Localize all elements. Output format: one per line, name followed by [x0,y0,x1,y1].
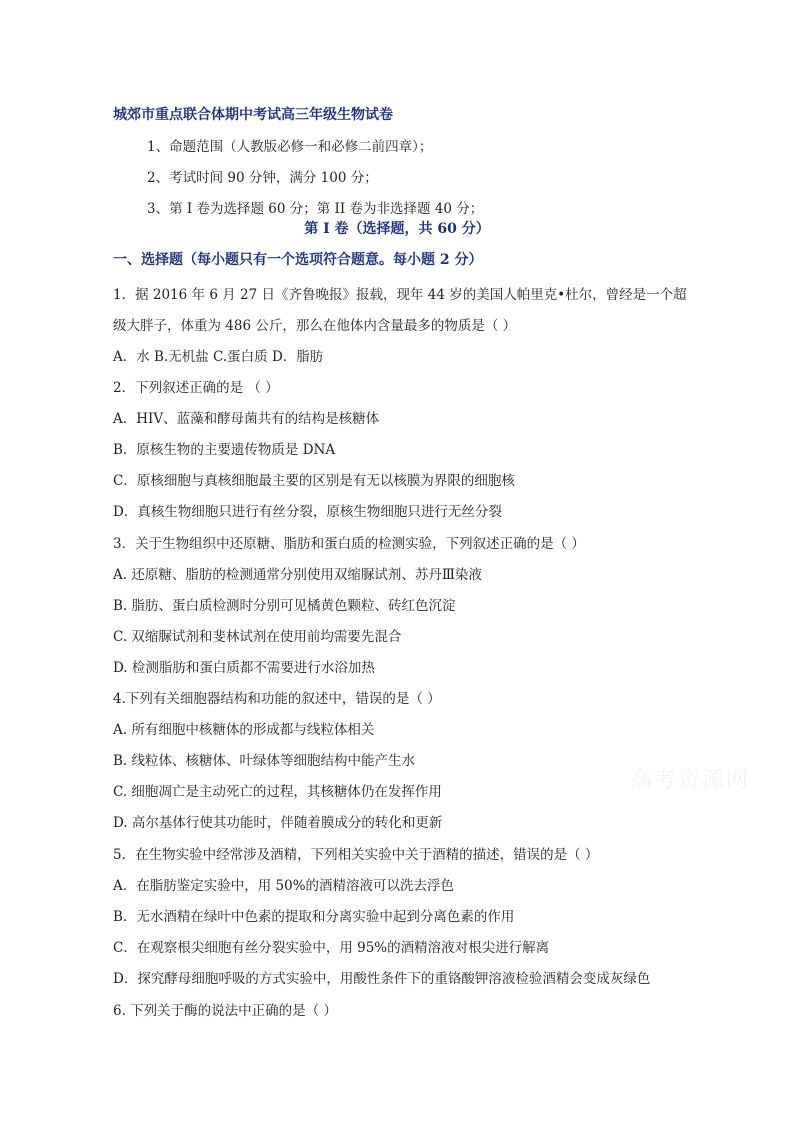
question-1-stem-line-2: 级大胖子，体重为 486 公斤，那么在他体内含量最多的物质是（ ） [113,318,517,334]
question-3-option-b: B. 脂肪、蛋白质检测时分别可见橘黄色颗粒、砖红色沉淀 [113,598,456,614]
question-6-stem: 6. 下列关于酶的说法中正确的是（ ） [113,1003,337,1019]
question-2-option-c: C．原核细胞与真核细胞最主要的区别是有无以核膜为界限的细胞核 [113,473,515,489]
question-1-stem-line-1: 1．据 2016 年 6 月 27 日《齐鲁晚报》报载，现年 44 岁的美国人帕里克•杜尔，曾经是一个超 [113,287,687,303]
section-title: 第 I 卷（选择题，共 60 分） [304,221,490,237]
question-1-options: A．水 B.无机盐 C.蛋白质 D．脂肪 [113,349,324,365]
question-4-option-c: C. 细胞凋亡是主动死亡的过程，其核糖体仍在发挥作用 [113,784,442,800]
exam-note-2: 2、考试时间 90 分钟，满分 100 分； [147,170,378,186]
exam-note-1: 1、命题范围（人教版必修一和必修二前四章）； [147,139,433,155]
question-2-option-a: A．HIV、蓝藻和酵母菌共有的结构是核糖体 [113,411,380,427]
question-4-option-a: A. 所有细胞中核糖体的形成都与线粒体相关 [113,722,375,738]
question-2-option-b: B．原核生物的主要遗传物质是 DNA [113,442,336,458]
part-title: 一、选择题（每小题只有一个选项符合题意。每小题 2 分） [113,252,483,268]
question-5-option-b: B．无水酒精在绿叶中色素的提取和分离实验中起到分离色素的作用 [113,909,515,925]
question-5-option-d: D．探究酵母细胞呼吸的方式实验中，用酸性条件下的重铬酸钾溶液检验酒精会变成灰绿色 [113,971,651,987]
question-4-option-d: D. 高尔基体行使其功能时，伴随着膜成分的转化和更新 [113,815,443,831]
question-3-option-d: D. 检测脂肪和蛋白质都不需要进行水浴加热 [113,660,375,676]
exam-note-3: 3、第 I 卷为选择题 60 分；第 II 卷为非选择题 40 分； [147,201,484,217]
question-3-option-a: A. 还原糖、脂肪的检测通常分别使用双缩脲试剂、苏丹Ⅲ染液 [113,567,482,583]
question-3-option-c: C. 双缩脲试剂和斐林试剂在使用前均需要先混合 [113,629,402,645]
question-2-stem: 2．下列叙述正确的是 （ ） [113,380,279,396]
question-5-option-c: C．在观察根尖细胞有丝分裂实验中，用 95%的酒精溶液对根尖进行解离 [113,940,550,956]
question-4-option-b: B. 线粒体、核糖体、叶绿体等细胞结构中能产生水 [113,753,416,769]
question-2-option-d: D．真核生物细胞只进行有丝分裂，原核生物细胞只进行无丝分裂 [113,504,502,520]
question-5-stem: 5．在生物实验中经常涉及酒精，下列相关实验中关于酒精的描述，错误的是（ ） [113,847,599,863]
watermark: 高考资源网 [630,768,751,793]
question-3-stem: 3．关于生物组织中还原糖、脂肪和蛋白质的检测实验，下列叙述正确的是（ ） [113,536,585,552]
exam-title: 城郊市重点联合体期中考试高三年级生物试卷 [113,107,393,123]
question-5-option-a: A．在脂肪鉴定实验中，用 50%的酒精溶液可以洗去浮色 [113,878,455,894]
question-4-stem: 4.下列有关细胞器结构和功能的叙述中，错误的是（ ） [113,691,441,707]
